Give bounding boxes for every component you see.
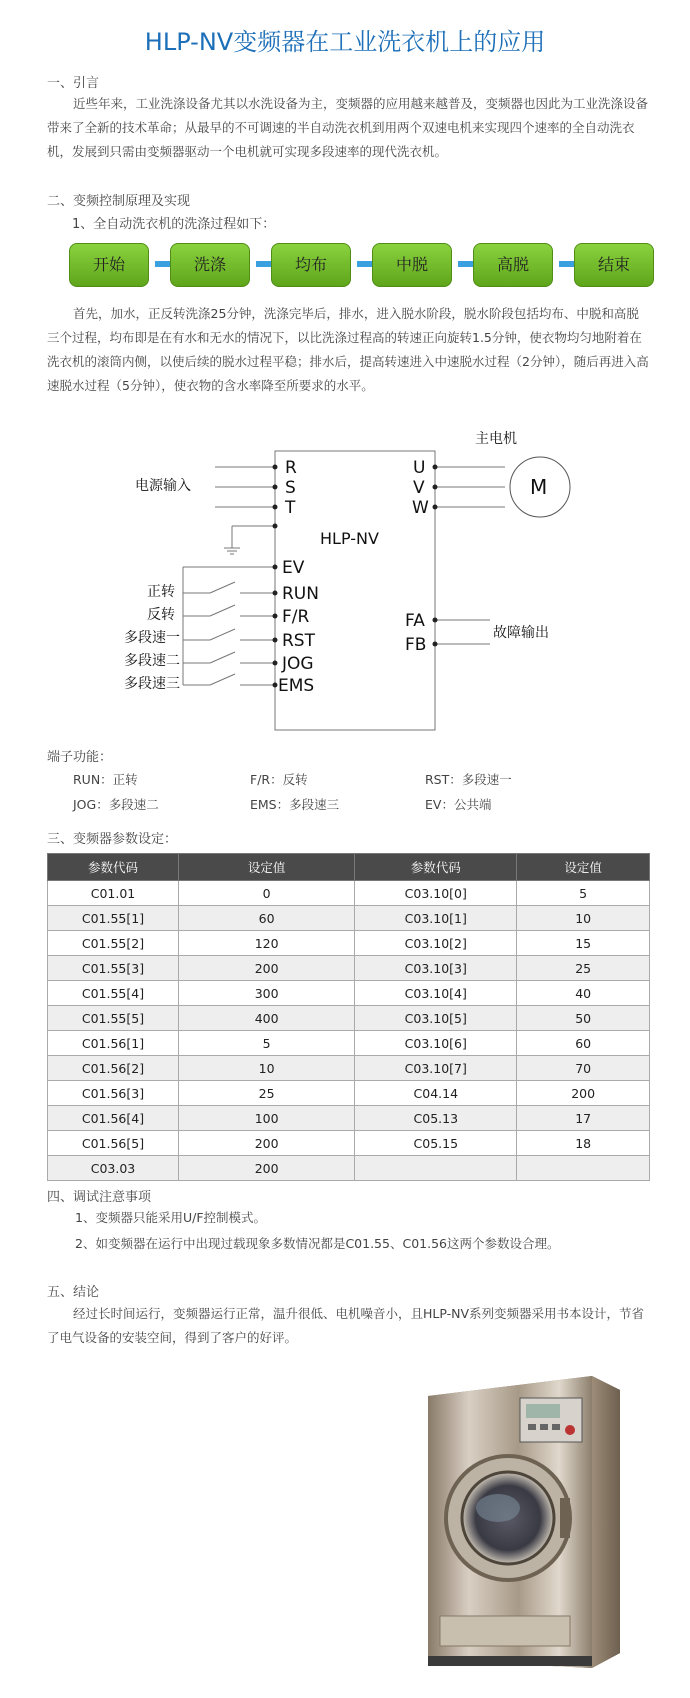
cell: 10	[178, 1056, 354, 1081]
conclusion-heading: 五、结论	[47, 1285, 100, 1300]
cell: 25	[517, 956, 650, 981]
cell: C03.10[6]	[355, 1031, 517, 1056]
principle-heading: 二、变频控制原理及实现	[47, 194, 191, 209]
terminal-w: W	[412, 498, 429, 518]
cell: C01.56[4]	[48, 1106, 179, 1131]
wiring-diagram	[0, 430, 690, 740]
header-value-1: 设定值	[178, 854, 354, 881]
cell: 15	[517, 931, 650, 956]
flow-step-wash: 洗涤	[170, 243, 250, 287]
switch-label-speed3: 多段速三	[124, 676, 180, 692]
table-row	[48, 1156, 650, 1181]
header-code-1: 参数代码	[48, 854, 179, 881]
fault-output-label: 故障输出	[493, 625, 549, 641]
terminal-func-ems: EMS：多段速三	[250, 797, 340, 812]
cell: 100	[178, 1106, 354, 1131]
cell: C05.15	[355, 1131, 517, 1156]
intro-paragraph: 近些年来，工业洗涤设备尤其以水洗设备为主，变频器的应用越来越普及，变频器也因此为工业洗涤设备带来了全新的技术革命；从最早的不可调速的半自动洗衣机到用两个双速电机来实现四个速率的全自动洗衣机，发展到只需由变频器驱动一个电机就可实现多段速率的现代洗衣机。	[47, 96, 649, 159]
principle-paragraph: 首先，加水，正反转洗涤25分钟，洗涤完毕后，排水，进入脱水阶段，脱水阶段包括均布、中脱和高脱三个过程，均布即是在有水和无水的情况下，以比洗涤过程高的转速正向旋转1.5分钟，使衣物均匀地附着在洗衣机的滚筒内侧，以使后续的脱水过程平稳；排水后，提高转速进入中速脱水过程（2分钟），随后再进入高速脱水过程（5分钟），使衣物的含水率降至所要求的水平。	[47, 306, 649, 393]
table-row	[48, 1006, 650, 1031]
table-row	[48, 956, 650, 981]
cell: C03.10[0]	[355, 881, 517, 906]
table-row	[48, 1106, 650, 1131]
header-value-2: 设定值	[517, 854, 650, 881]
cell: C03.10[4]	[355, 981, 517, 1006]
terminal-u: U	[413, 458, 426, 478]
cell: C01.56[2]	[48, 1056, 179, 1081]
terminal-run: RUN	[282, 584, 319, 604]
power-input-label: 电源输入	[135, 478, 191, 494]
cell: 60	[517, 1031, 650, 1056]
cell: C01.55[1]	[48, 906, 179, 931]
cell: C01.55[2]	[48, 931, 179, 956]
terminal-func-jog: JOG：多段速二	[73, 797, 159, 812]
cell: 50	[517, 1006, 650, 1031]
cell: 70	[517, 1056, 650, 1081]
debug-item-2: 2、如变频器在运行中出现过载现象多数情况都是C01.55、C01.56这两个参数设合理。	[75, 1236, 560, 1251]
table-row	[48, 931, 650, 956]
cell: 40	[517, 981, 650, 1006]
cell: C03.10[2]	[355, 931, 517, 956]
terminal-jog: JOG	[282, 654, 314, 674]
terminal-fa: FA	[405, 611, 425, 631]
terminal-fb: FB	[405, 635, 427, 655]
motor-label: 主电机	[475, 431, 517, 447]
switch-label-speed2: 多段速二	[124, 653, 180, 669]
terminals-heading: 端子功能：	[47, 750, 113, 765]
cell: C04.14	[355, 1081, 517, 1106]
cell: C03.10[7]	[355, 1056, 517, 1081]
cell: C01.55[3]	[48, 956, 179, 981]
cell: 5	[178, 1031, 354, 1056]
terminal-fr: F/R	[282, 607, 310, 627]
motor-symbol: M	[530, 475, 548, 499]
principle-subheading: 1、全自动洗衣机的洗涤过程如下：	[72, 217, 276, 232]
cell: C01.55[4]	[48, 981, 179, 1006]
terminal-s: S	[285, 478, 296, 498]
cell: C01.55[5]	[48, 1006, 179, 1031]
terminal-r: R	[285, 458, 297, 478]
header-code-2: 参数代码	[355, 854, 517, 881]
table-row	[48, 881, 650, 906]
terminal-func-rst: RST：多段速一	[425, 772, 512, 787]
cell: 200	[178, 956, 354, 981]
table-row	[48, 906, 650, 931]
cell: 18	[517, 1131, 650, 1156]
terminal-v: V	[413, 478, 425, 498]
cell: C03.10[1]	[355, 906, 517, 931]
switch-label-speed1: 多段速一	[124, 630, 180, 646]
conclusion-paragraph: 经过长时间运行，变频器运行正常，温升很低、电机噪音小，且HLP-NV系列变频器采用书本设计，节省了电气设备的安装空间，得到了客户的好评。	[47, 1306, 645, 1345]
page-title: HLP-NV变频器在工业洗衣机上的应用	[144, 28, 546, 56]
cell: 5	[517, 881, 650, 906]
terminal-func-run: RUN：正转	[73, 772, 138, 787]
params-heading: 三、变频器参数设定：	[47, 832, 178, 847]
cell: 300	[178, 981, 354, 1006]
flow-step-mid-spin: 中脱	[372, 243, 452, 287]
terminal-func-ev: EV：公共端	[425, 797, 492, 812]
cell: 400	[178, 1006, 354, 1031]
cell: 10	[517, 906, 650, 931]
cell: C03.10[3]	[355, 956, 517, 981]
cell	[517, 1156, 650, 1181]
cell: 200	[178, 1131, 354, 1156]
cell: C01.56[1]	[48, 1031, 179, 1056]
terminal-rst: RST	[282, 631, 315, 651]
terminal-t: T	[285, 498, 296, 518]
table-row	[48, 1031, 650, 1056]
params-table	[47, 853, 650, 1181]
cell: 200	[178, 1156, 354, 1181]
cell: C01.01	[48, 881, 179, 906]
cell: 25	[178, 1081, 354, 1106]
washing-machine-image	[420, 1368, 630, 1678]
flow-step-end: 结束	[574, 243, 654, 287]
cell: C03.10[5]	[355, 1006, 517, 1031]
table-row	[48, 1081, 650, 1106]
params-table-header	[48, 854, 650, 881]
device-name: HLP-NV	[320, 529, 379, 548]
switch-label-reverse: 反转	[147, 607, 175, 623]
cell	[355, 1156, 517, 1181]
wash-process-flow	[69, 243, 649, 287]
cell: C05.13	[355, 1106, 517, 1131]
terminal-ev: EV	[282, 558, 305, 578]
cell: C01.56[5]	[48, 1131, 179, 1156]
cell: 60	[178, 906, 354, 931]
table-row	[48, 1131, 650, 1156]
cell: 17	[517, 1106, 650, 1131]
terminal-func-fr: F/R：反转	[250, 772, 308, 787]
flow-step-balance: 均布	[271, 243, 351, 287]
switch-label-forward: 正转	[147, 584, 175, 600]
debug-heading: 四、调试注意事项	[47, 1190, 152, 1205]
cell: C03.03	[48, 1156, 179, 1181]
flow-step-start: 开始	[69, 243, 149, 287]
flow-step-high-spin: 高脱	[473, 243, 553, 287]
cell: 0	[178, 881, 354, 906]
table-row	[48, 981, 650, 1006]
terminal-ems: EMS	[278, 676, 315, 696]
cell: 200	[517, 1081, 650, 1106]
intro-heading: 一、引言	[47, 76, 100, 91]
table-row	[48, 1056, 650, 1081]
cell: C01.56[3]	[48, 1081, 179, 1106]
cell: 120	[178, 931, 354, 956]
debug-item-1: 1、变频器只能采用U/F控制模式。	[75, 1210, 267, 1225]
